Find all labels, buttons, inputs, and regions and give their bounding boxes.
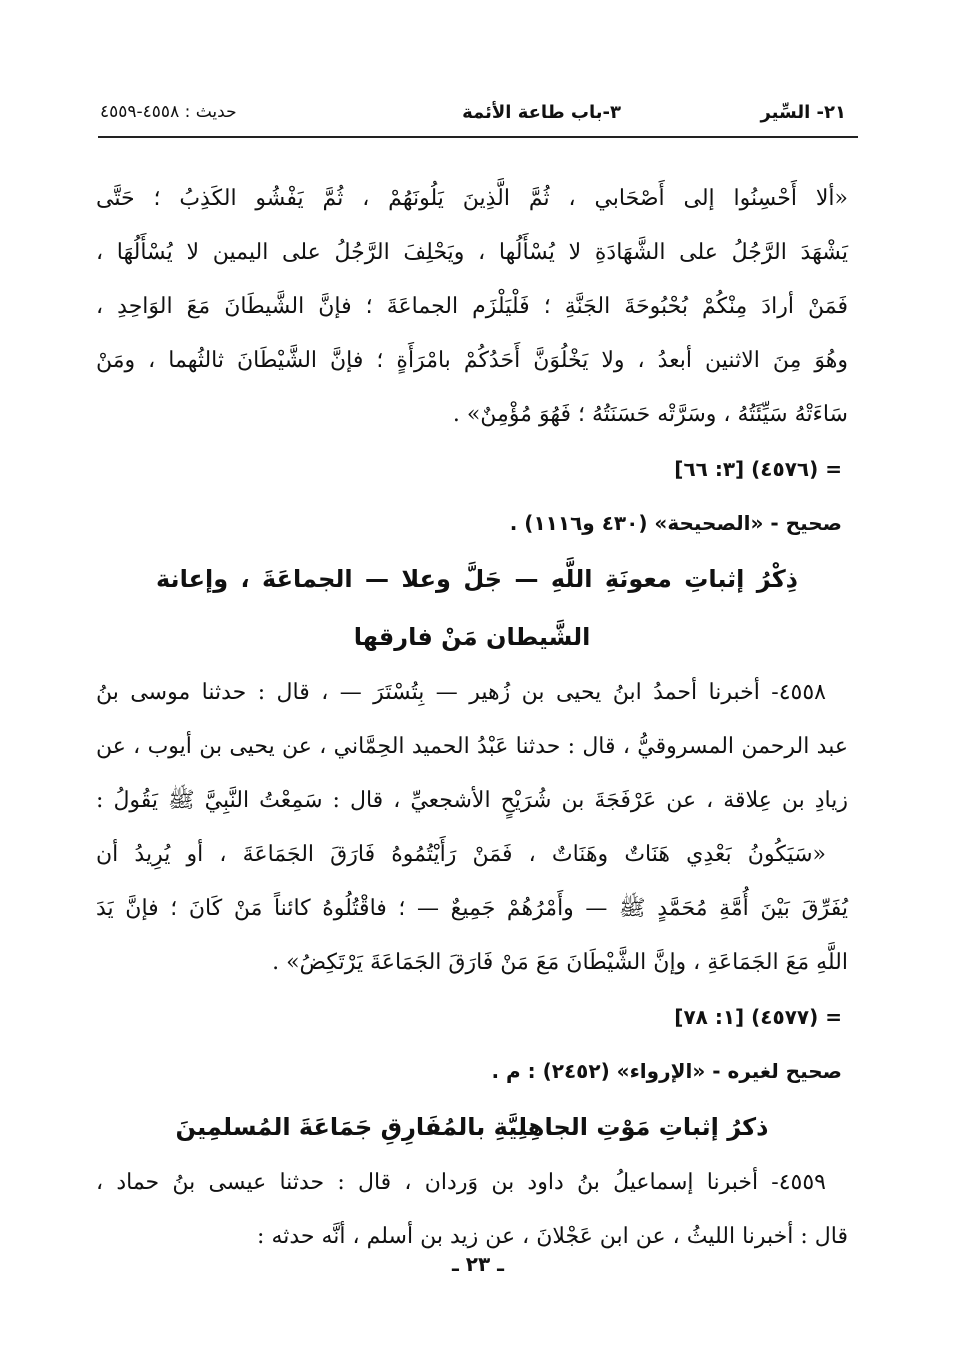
text-line: «ألا أَحْسِنُوا إلى أَصْحَابي ، ثُمَّ الَّذِينَ يَلُونَهُمْ ، ثُمَّ يَفْشُو الكَذِبُ ؛ حَتَّى (96, 186, 848, 211)
hadith-isnad-line: عبد الرحمن المسروقيُّ ، قال : حدثنا عَبْدُ الحميد الحِمَّاني ، عن يحيى بن أيوب ، عن (96, 734, 848, 759)
hadith-isnad-line: زيادِ بن عِلاقة ، عن عَرْفَجَةَ بن شُرَيْحٍ الأشجعيِّ ، قال : سَمِعْتُ النَّبِيَّ ﷺ يَقُولُ : (96, 788, 848, 813)
section-heading: ذكرُ إثباتِ مَوْتِ الجاهِلِيَّةِ بالمُفَارِقِ جَمَاعَةَ المُسلمِينَ (175, 1113, 769, 1141)
section-heading: الشَّيطان مَنْ فارقها (353, 623, 591, 651)
book-section-title: ٢١- السِّير (760, 102, 846, 123)
grading-note: صحيح - «الصحيحة» (٤٣٠ و١١١٦) . (509, 511, 842, 535)
running-header (100, 100, 846, 130)
hadith-isnad-line: ٤٥٥٩- أخبرنا إسماعيلُ بنُ داود بن وَردان ، قال : حدثنا عيسى بنُ حماد ، (96, 1170, 826, 1195)
hadith-range: حديث : ٤٥٥٨-٤٥٥٩ (100, 102, 237, 122)
header-divider (98, 136, 858, 138)
text-line: يَشْهَدَ الرَّجُلُ على الشَّهَادَةِ لا يُسْأَلُها ، ويَحْلِفَ الرَّجُلُ على اليمين لا يُسْأَلُهَا ، (96, 240, 848, 265)
hadith-matn-line: «سَيَكُونُ بَعْدِي هَنَاتٌ وهَنَاتٌ ، فَمَنْ رَأَيْتُمُوهُ فَارَقَ الجَمَاعَةَ ، أو يُرِيدُ أن (96, 842, 826, 867)
body-text (96, 172, 848, 1264)
hadith-isnad-line: قال : أخبرنا الليثُ ، عن ابن عَجْلانَ ، عن زيد بن أسلم ، أنَّه حدثه : (257, 1224, 848, 1249)
text-line: وهُوَ مِنَ الاثنين أبعدُ ، ولا يَخْلُوَنَّ أَحَدُكُمْ بامْرَأَةٍ ؛ فإنَّ الشَّيْطَانَ ثالثُهما ، ومَنْ (96, 348, 849, 373)
text-line: فَمَنْ أرادَ مِنْكُمْ بُحْبُوحَةَ الجَنَّةِ ؛ فَلْيَلْزَم الجماعَةَ ؛ فإنَّ الشَّيطَانَ مَعَ الوَاحِدِ ، (96, 294, 848, 319)
chapter-title: ٣-باب طاعة الأئمة (462, 102, 621, 123)
page-number: ـ ٢٣ ـ (451, 1252, 505, 1276)
hadith-matn-line: يُفَرِّقَ بَيْنَ أُمَّةِ مُحَمَّدٍ ﷺ — وأَمْرُهُمْ جَمِيعٌ — ؛ فاقْتُلُوهُ كائناً مَنْ كَانَ ؛ فإنَّ يَدَ (96, 896, 848, 921)
hadith-isnad-line: ٤٥٥٨- أخبرنا أحمدُ ابنُ يحيى بن زُهير — بِتُسْتَرَ — ، قال : حدثنا موسى بنُ (96, 680, 826, 705)
hadith-matn-line: اللَّهِ مَعَ الجَمَاعَةِ ، وإنَّ الشَّيْطَانَ مَعَ مَنْ فَارَقَ الجَمَاعَةَ يَرْتَكِضُ» . (272, 950, 848, 975)
text-line: سَاءَتْهُ سَيِّئَتُهُ ، وسَرَّتْه حَسَنَتُهُ ؛ فَهُوَ مُؤْمِنٌ» . (452, 402, 848, 427)
cross-reference: = (٤٥٧٦) [٣: ٦٦] (674, 457, 842, 481)
section-heading: ذِكْرُ إثباتِ معونَةِ اللَّهِ — جَلَّ وعلا — الجماعَةَ ، وإعانة (156, 565, 798, 593)
grading-note: صحيح لغيره - «الإرواء» (٢٤٥٢) : م . (491, 1059, 842, 1083)
cross-reference: = (٤٥٧٧) [١: ٧٨] (674, 1005, 842, 1029)
